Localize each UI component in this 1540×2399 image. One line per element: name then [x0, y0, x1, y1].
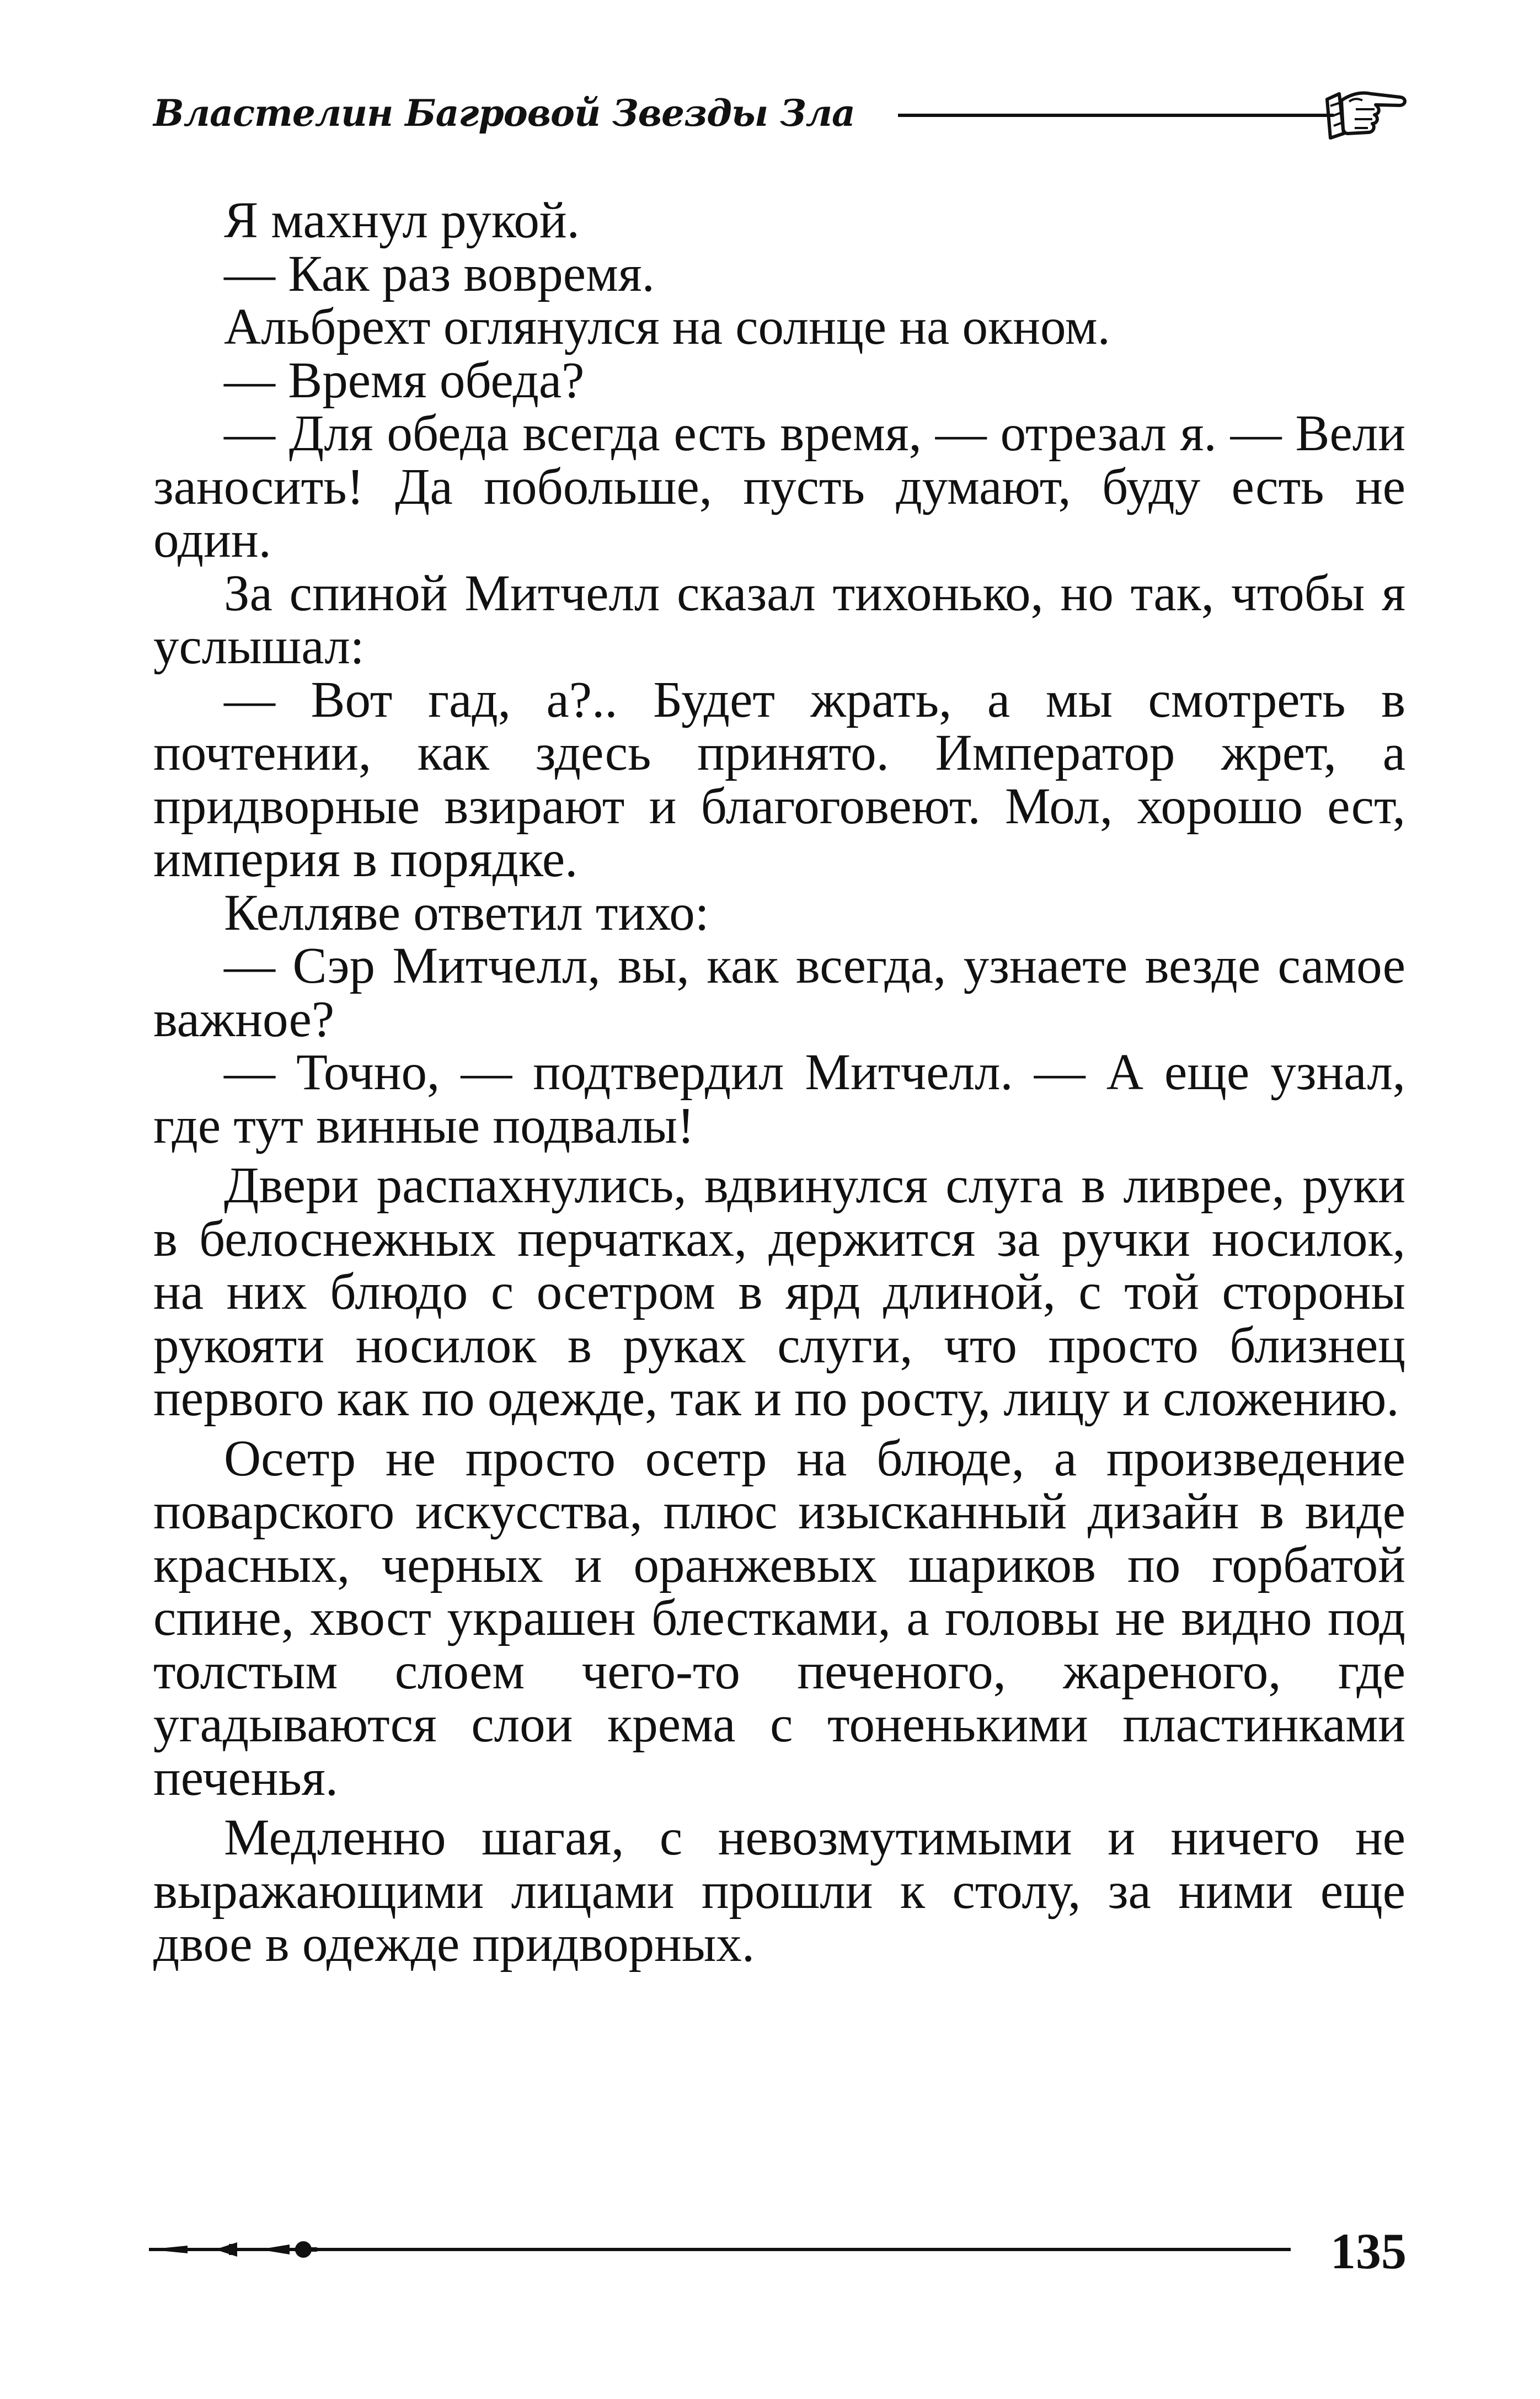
arrow-ornament [149, 2236, 1291, 2263]
page-footer [149, 2224, 1407, 2290]
pointing-hand-icon [1323, 77, 1411, 149]
paragraph: Альбрехт оглянулся на солнце на окном. [224, 298, 1110, 355]
paragraph: — Точно, — подтвердил Митчелл. — А еще узнал, где тут винные подвалы! [153, 1044, 1405, 1154]
paragraph: — Время обеда? [224, 351, 585, 409]
paragraph: — Сэр Митчелл, вы, как всегда, узнаете везде самое важное? [153, 937, 1405, 1048]
paragraph: — Для обеда всегда есть время, — отрезал я. — Вели заносить! Да побольше, пусть думают, буду есть не один. [153, 405, 1405, 568]
paragraph: Я махнул рукой. [224, 192, 580, 249]
book-title: Властелин Багровой Звезды Зла [153, 92, 855, 135]
paragraph: — Вот гад, а?.. Будет жрать, а мы смотреть в почтении, как здесь принято. Император жрет, а придворные взирают и благоговеют. Мол, хорошо ест, империя в порядке. [153, 671, 1405, 888]
body-text [153, 194, 1405, 1971]
paragraph: — Как раз вовремя. [224, 245, 655, 302]
paragraph: Двери распахнулись, вдвинулся слуга в ливрее, руки в белоснежных перчатках, держится за ручки носилок, на них блюдо с осетром в ярд длиной, с той стороны рукояти носилок в руках слуги, что просто близнец первого как по одежде, так и по росту, лицу и сложению. [153, 1157, 1405, 1427]
paragraph: Медленно шагая, с невозмутимыми и ничего не выражающими лицами прошли к столу, за ними еще двое в одежде придворных. [153, 1809, 1405, 1972]
running-header [153, 77, 1405, 149]
paragraph: За спиной Митчелл сказал тихонько, но так, чтобы я услышал: [153, 564, 1405, 675]
page-number: 135 [1330, 2223, 1407, 2279]
paragraph: Келляве ответил тихо: [224, 884, 709, 941]
header-rule [898, 114, 1334, 117]
paragraph: Осетр не просто осетр на блюде, а произведение поварского искусства, плюс изысканный дизайн в виде красных, черных и оранжевых шариков по горбатой спине, хвост украшен блестками, а головы не видно под толстым слоем чего-то печеного, жареного, где угадываются слои крема с тоненькими пластинками печенья. [153, 1430, 1405, 1806]
